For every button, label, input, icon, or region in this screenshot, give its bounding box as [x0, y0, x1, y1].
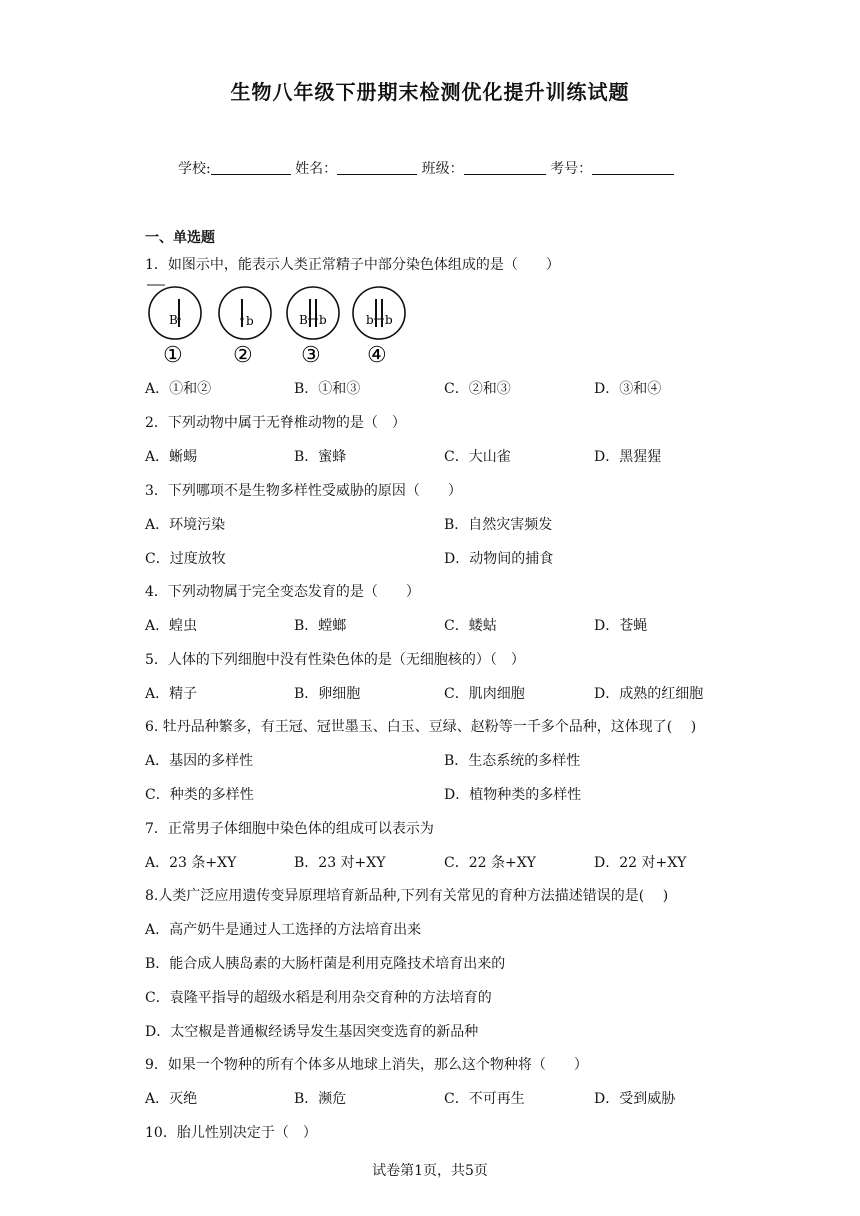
q9-option-a[interactable]: A．灭绝 — [145, 1091, 198, 1107]
q3-option-c[interactable]: C．过度放牧 — [145, 551, 226, 567]
chromosome-figure — [145, 283, 415, 368]
q1-option-c[interactable]: C．②和③ — [444, 381, 511, 397]
question-8-stem: 8.人类广泛应用遗传变异原理培育新品种,下列有关常见的育种方法描述错误的是( ) — [145, 888, 669, 904]
name-blank — [337, 160, 417, 175]
q4-option-d[interactable]: D．苍蝇 — [594, 618, 648, 634]
cell-4-number: ④ — [367, 343, 387, 368]
q2-option-c[interactable]: C．大山雀 — [444, 449, 511, 465]
cell-1-number: ① — [163, 343, 183, 368]
q6-option-c[interactable]: C．种类的多样性 — [145, 787, 254, 803]
q9-option-d[interactable]: D．受到威胁 — [594, 1091, 676, 1107]
q1-option-a[interactable]: A．①和② — [145, 381, 212, 397]
q8-option-c[interactable]: C．袁隆平指导的超级水稻是利用杂交育种的方法培育的 — [145, 990, 492, 1006]
q4-option-a[interactable]: A．蝗虫 — [145, 618, 198, 634]
q7-option-d[interactable]: D．22 对+XY — [594, 855, 687, 871]
q3-option-a[interactable]: A．环境污染 — [145, 517, 226, 533]
q2-option-a[interactable]: A．蜥蜴 — [145, 449, 198, 465]
q7-option-b[interactable]: B．23 对+XY — [294, 855, 386, 871]
question-3-stem: 3．下列哪项不是生物多样性受威胁的原因（ ） — [145, 483, 462, 499]
cell-3-gene-right: b — [319, 313, 327, 327]
class-blank — [464, 160, 546, 175]
cell-4-gene-left: b — [366, 313, 374, 327]
name-label: 姓名： — [295, 161, 338, 177]
cell-3-number: ③ — [301, 343, 321, 368]
q8-option-b[interactable]: B．能合成人胰岛素的大肠杆菌是利用克隆技术培育出来的 — [145, 956, 506, 972]
cell-1 — [147, 285, 201, 368]
q8-option-d[interactable]: D．太空椒是普通椒经诱导发生基因突变选育的新品种 — [145, 1024, 479, 1040]
page-footer: 试卷第1页，共5页 — [372, 1163, 488, 1179]
q3-option-b[interactable]: B．自然灾害频发 — [444, 517, 553, 533]
q1-option-b[interactable]: B．①和③ — [294, 381, 361, 397]
question-1-stem: 1．如图示中，能表示人类正常精子中部分染色体组成的是（ ） — [145, 257, 560, 273]
q6-option-d[interactable]: D．植物种类的多样性 — [444, 787, 582, 803]
question-6-stem: 6. 牡丹品种繁多，有王冠、冠世墨玉、白玉、豆绿、赵粉等一千多个品种，这体现了( ) — [145, 719, 697, 735]
q5-option-a[interactable]: A．精子 — [145, 686, 198, 702]
q9-option-c[interactable]: C．不可再生 — [444, 1091, 525, 1107]
question-5-stem: 5．人体的下列细胞中没有性染色体的是（无细胞核的）（ ） — [145, 652, 525, 668]
section-heading: 一、单选题 — [145, 230, 215, 246]
q5-option-c[interactable]: C．肌肉细胞 — [444, 686, 525, 702]
q4-option-c[interactable]: C．蝼蛄 — [444, 618, 497, 634]
cell-2-number: ② — [233, 343, 253, 368]
cell-2-gene: b — [246, 314, 254, 328]
q5-option-b[interactable]: B．卵细胞 — [294, 686, 361, 702]
page-title: 生物八年级下册期末检测优化提升训练试题 — [230, 80, 630, 104]
question-4-stem: 4．下列动物属于完全变态发育的是（ ） — [145, 584, 420, 600]
cell-4 — [353, 287, 405, 368]
q1-option-d[interactable]: D．③和④ — [594, 381, 662, 397]
q6-option-b[interactable]: B．生态系统的多样性 — [444, 753, 581, 769]
exam-no-label: 考号： — [550, 161, 593, 177]
question-7-stem: 7．正常男子体细胞中染色体的组成可以表示为 — [145, 821, 434, 837]
q3-option-d[interactable]: D．动物间的捕食 — [444, 551, 554, 567]
q4-option-b[interactable]: B．螳螂 — [294, 618, 347, 634]
cell-3 — [287, 287, 339, 368]
school-label: 学校: — [178, 161, 211, 177]
question-9-stem: 9．如果一个物种的所有个体多从地球上消失，那么这个物种将（ ） — [145, 1057, 588, 1073]
q2-option-b[interactable]: B．蜜蜂 — [294, 449, 347, 465]
q5-option-d[interactable]: D．成熟的红细胞 — [594, 686, 704, 702]
q8-option-a[interactable]: A．高产奶牛是通过人工选择的方法培育出来 — [145, 922, 422, 938]
q9-option-b[interactable]: B．濒危 — [294, 1091, 347, 1107]
school-blank — [211, 160, 291, 175]
class-label: 班级： — [421, 161, 464, 177]
q6-option-a[interactable]: A．基因的多样性 — [145, 753, 254, 769]
question-2-stem: 2．下列动物中属于无脊椎动物的是（ ） — [145, 415, 406, 431]
q2-option-d[interactable]: D．黑猩猩 — [594, 449, 662, 465]
student-info-line — [178, 158, 674, 178]
cell-4-gene-right: b — [385, 313, 393, 327]
q7-option-c[interactable]: C．22 条+XY — [444, 855, 536, 871]
cell-3-gene-left: B — [299, 313, 308, 327]
question-10-stem: 10．胎儿性别决定于（ ） — [145, 1125, 317, 1141]
cell-1-gene: B — [169, 313, 178, 327]
cell-2 — [219, 287, 271, 368]
exam-no-blank — [592, 160, 674, 175]
q7-option-a[interactable]: A．23 条+XY — [145, 855, 237, 871]
